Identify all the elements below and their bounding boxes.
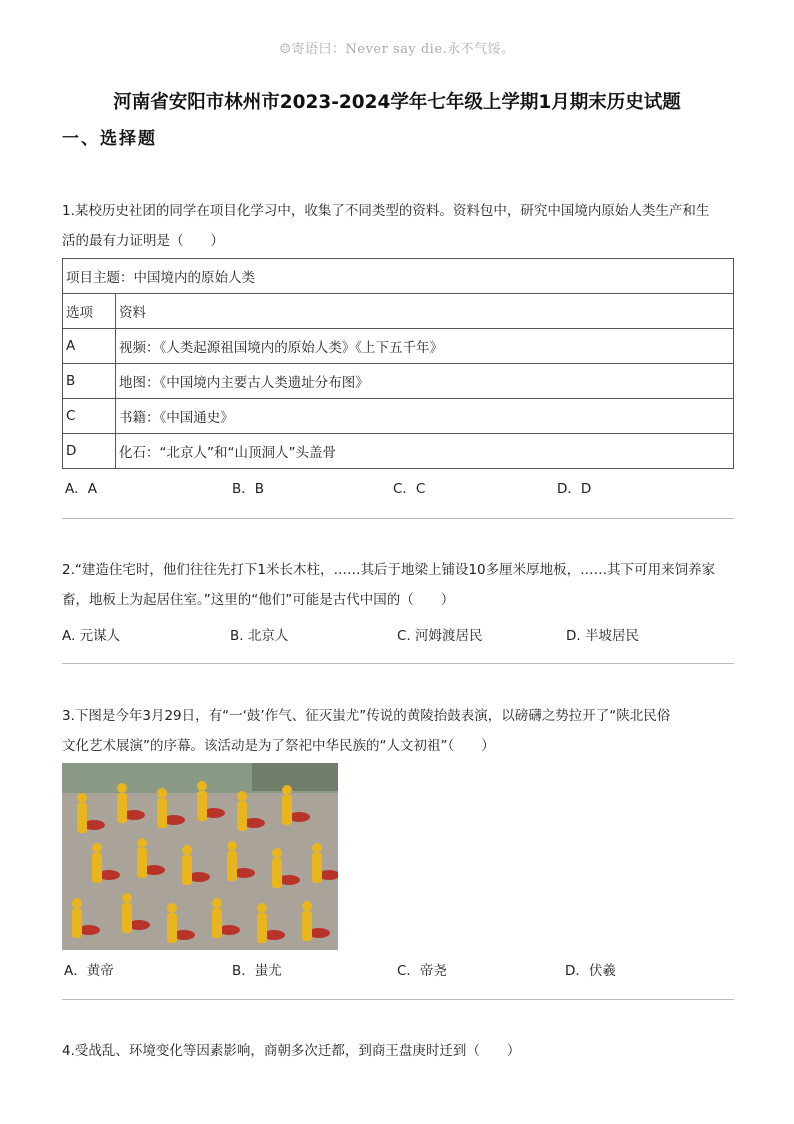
question-4-line-1: 4.受战乱、环境变化等因素影响，商朝多次迁都，到商王盘庚时迁到（ ） <box>62 1043 521 1059</box>
table-cell: B <box>63 364 116 399</box>
table-row <box>63 399 734 434</box>
question-1-line-1: 1.某校历史社团的同学在项目化学习中，收集了不同类型的资料。资料包中，研究中国境内原始人类生产和生 <box>62 203 710 219</box>
table-cell: 化石：“北京人”和“山顶洞人”头盖骨 <box>116 434 734 469</box>
q3-option-c[interactable]: C．帝尧 <box>397 963 447 979</box>
table-row <box>63 434 734 469</box>
header-motto: ☺寄语曰：Never say die.永不气馁。 <box>279 42 515 57</box>
table-row <box>63 294 734 329</box>
table-header-option: 选项 <box>63 294 116 329</box>
table-row <box>63 259 734 294</box>
table-cell: 视频：《人类起源祖国境内的原始人类》《上下五千年》 <box>116 329 734 364</box>
q3-option-b[interactable]: B．蚩尤 <box>232 963 282 979</box>
table-header-material: 资料 <box>116 294 734 329</box>
drum-performance-photo <box>62 763 338 950</box>
table-row <box>63 329 734 364</box>
q1-option-c[interactable]: C．C <box>393 481 426 497</box>
q2-option-d[interactable]: D. 半坡居民 <box>566 628 639 644</box>
q3-option-d[interactable]: D．伏羲 <box>565 963 616 979</box>
q2-option-b[interactable]: B. 北京人 <box>230 628 289 644</box>
q1-option-a[interactable]: A．A <box>65 481 97 497</box>
question-1-line-2: 活的最有力证明是（ ） <box>62 233 224 249</box>
question-4 <box>62 1036 734 1066</box>
table-cell: C <box>63 399 116 434</box>
q2-option-a[interactable]: A. 元谋人 <box>62 628 121 644</box>
q2-option-c[interactable]: C. 河姆渡居民 <box>397 628 483 644</box>
q1-option-d[interactable]: D．D <box>557 481 592 497</box>
question-1-table <box>62 258 734 469</box>
exam-title: 河南省安阳市林州市2023-2024学年七年级上学期1月期末历史试题 <box>113 92 681 113</box>
table-cell: A <box>63 329 116 364</box>
q3-option-a[interactable]: A．黄帝 <box>64 963 114 979</box>
question-2-line-2: 畜，地板上为起居住室。”这里的“他们”可能是古代中国的（ ） <box>62 592 455 608</box>
divider <box>62 999 734 1000</box>
question-1 <box>62 196 734 256</box>
q1-option-b[interactable]: B．B <box>232 481 265 497</box>
question-2 <box>62 555 734 615</box>
divider <box>62 663 734 664</box>
table-cell: D <box>63 434 116 469</box>
section-heading: 一、选择题 <box>62 129 157 149</box>
question-3-line-1: 3.下图是今年3月29日，有“一‘鼓’作气、征灭蚩尤”传说的黄陵抬鼓表演，以磅礴之势拉开了“陕北民俗 <box>62 708 671 724</box>
question-2-line-1: 2.“建造住宅时，他们往往先打下1米长木柱，……其后于地梁上铺设10多厘米厚地板，……其下可用来饲养家 <box>62 562 716 578</box>
question-3 <box>62 701 734 761</box>
table-row <box>63 364 734 399</box>
question-3-line-2: 文化艺术展演”的序幕。该活动是为了祭祀中华民族的“人文初祖”（ ） <box>62 738 495 754</box>
table-theme: 项目主题：中国境内的原始人类 <box>63 259 734 294</box>
divider <box>62 518 734 519</box>
table-cell: 书籍：《中国通史》 <box>116 399 734 434</box>
table-cell: 地图：《中国境内主要古人类遗址分布图》 <box>116 364 734 399</box>
